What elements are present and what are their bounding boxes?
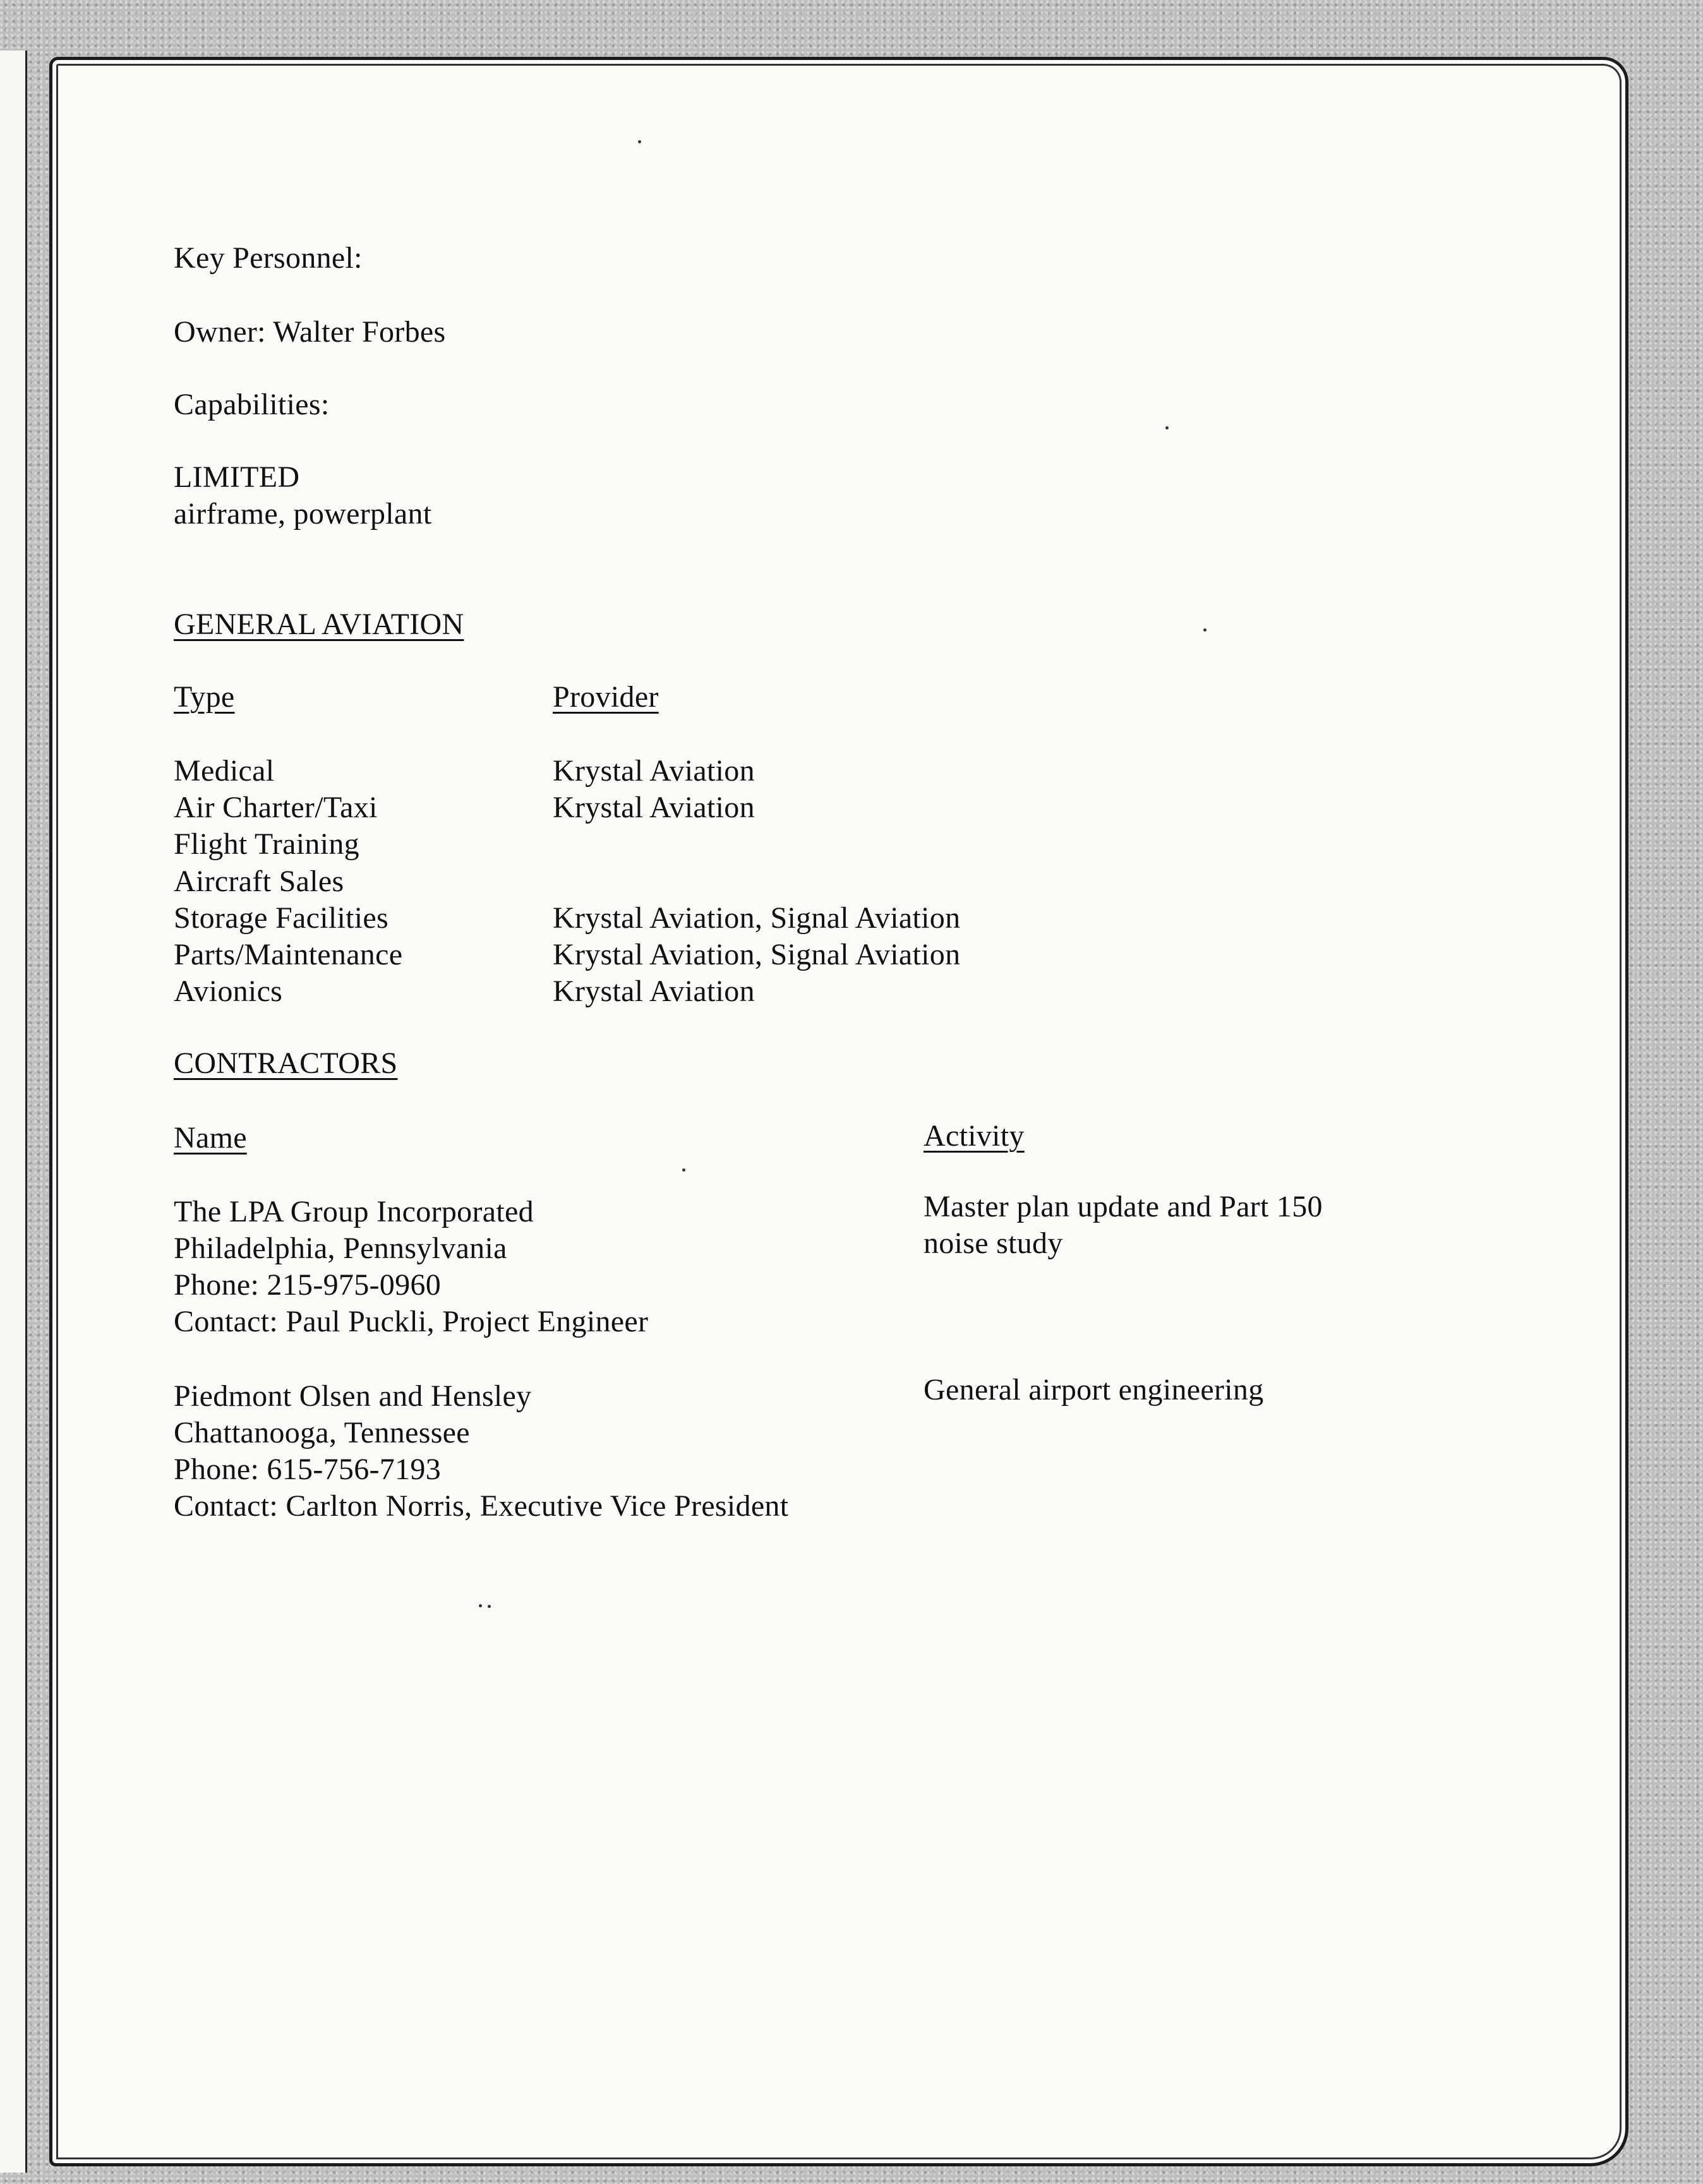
contractor-name: Piedmont Olsen and Hensley [174, 1379, 532, 1413]
service-type: Flight Training [174, 827, 359, 861]
service-type: Parts/Maintenance [174, 938, 403, 971]
scan-speck [682, 1168, 685, 1172]
service-provider: Krystal Aviation, Signal Aviation [553, 938, 961, 971]
contractor-contact: Contact: Paul Puckli, Project Engineer [174, 1305, 649, 1338]
service-provider: Krystal Aviation [553, 791, 755, 824]
provider-column-header: Provider [553, 680, 659, 714]
scan-speck [638, 140, 641, 143]
contractor-phone: Phone: 215-975-0960 [174, 1268, 442, 1302]
scan-speck [488, 1605, 491, 1608]
key-personnel-label: Key Personnel: [174, 241, 363, 275]
activity-column-header: Activity [924, 1119, 1025, 1153]
document-page [49, 57, 1628, 2166]
contractor-activity: Master plan update and Part 150 [924, 1190, 1323, 1223]
scan-speck [1165, 426, 1169, 429]
service-provider: Krystal Aviation [553, 975, 755, 1008]
contractor-name: The LPA Group Incorporated [174, 1195, 534, 1228]
type-column-header: Type [174, 680, 235, 714]
service-type: Air Charter/Taxi [174, 791, 378, 824]
binding-edge [0, 51, 27, 2173]
capabilities-label: Capabilities: [174, 388, 330, 421]
scan-speck [1203, 628, 1207, 632]
scan-speck [479, 1604, 482, 1607]
capability-detail: airframe, powerplant [174, 497, 432, 531]
general-aviation-heading: GENERAL AVIATION [174, 608, 464, 641]
contractors-heading: CONTRACTORS [174, 1047, 398, 1080]
contractor-location: Chattanooga, Tennessee [174, 1416, 470, 1449]
service-type: Aircraft Sales [174, 865, 344, 898]
contractor-activity: General airport engineering [924, 1373, 1264, 1407]
contractor-phone: Phone: 615-756-7193 [174, 1453, 442, 1486]
service-provider: Krystal Aviation [553, 754, 755, 788]
contractor-activity: noise study [924, 1227, 1063, 1260]
contractor-location: Philadelphia, Pennsylvania [174, 1232, 507, 1265]
service-provider: Krystal Aviation, Signal Aviation [553, 901, 961, 935]
owner-line: Owner: Walter Forbes [174, 315, 446, 349]
service-type: Medical [174, 754, 275, 788]
contractor-contact: Contact: Carlton Norris, Executive Vice President [174, 1489, 789, 1523]
capability-level: LIMITED [174, 460, 300, 494]
name-column-header: Name [174, 1121, 247, 1155]
service-type: Storage Facilities [174, 901, 388, 935]
service-type: Avionics [174, 975, 283, 1008]
